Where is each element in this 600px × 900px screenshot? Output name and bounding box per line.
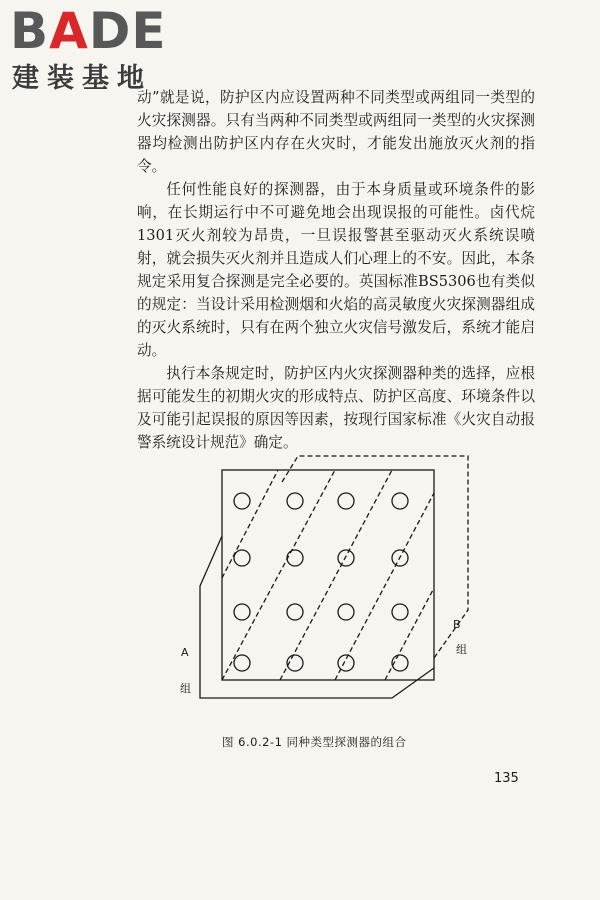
detector	[338, 493, 354, 509]
logo	[10, 4, 185, 96]
group-b-wiring	[222, 470, 434, 680]
detector	[338, 550, 354, 566]
group-a-group-label: 组	[180, 682, 191, 695]
group-b-group-label: 组	[456, 643, 467, 656]
detector-layout-figure	[170, 448, 490, 708]
detector	[234, 550, 250, 566]
logo-wordmark: BADE	[10, 2, 167, 60]
group-b-boundary	[282, 456, 468, 658]
detector	[338, 655, 354, 671]
page-number: 135	[494, 771, 519, 786]
figure-caption: 图 6.0.2-1 同种类型探测器的组合	[222, 735, 407, 749]
group-a-label: A	[181, 646, 189, 659]
detector-diagram	[170, 448, 490, 708]
detector	[234, 604, 250, 620]
paragraph: 动”就是说，防护区内应设置两种不同类型或两组同一类型的火灾探测器。只有当两种不同类型或两组同一类型的火灾探测器均检测出防护区内存在火灾时，才能发出施放灭火剂的指令。	[137, 89, 535, 175]
body-text	[137, 86, 535, 454]
detector	[338, 604, 354, 620]
detector	[234, 655, 250, 671]
detector	[392, 604, 408, 620]
detector	[234, 493, 250, 509]
logo-accent-letter: A	[49, 2, 89, 60]
detector-grid	[234, 493, 408, 671]
detector	[287, 550, 303, 566]
group-b-label: B	[453, 618, 461, 631]
detector	[392, 493, 408, 509]
paragraph: 任何性能良好的探测器，由于本身质量或环境条件的影响，在长期运行中不可避免地会出现误报的可能性。卤代烷1301灭火剂较为昂贵，一旦误报警甚至驱动灭火系统误喷射，就会损失灭火剂并且造成人们心理上的不安。因此，本条规定采用复合探测是完全必要的。英国标准BS5306也有类似的规定：当设计采用检测烟和火焰的高灵敏度火灾探测器组成的灭火系统时，只有在两个独立火灾信号激发后，系统才能启动。	[137, 181, 535, 359]
logo-subtitle: 建装基地	[12, 63, 152, 94]
paragraph: 执行本条规定时，防护区内火灾探测器种类的选择，应根据可能发生的初期火灾的形成特点、防护区高度、环境条件以及可能引起误报的原因等因素，按现行国家标准《火灾自动报警系统设计规范》确定。	[137, 365, 535, 451]
detector	[287, 604, 303, 620]
detector	[287, 493, 303, 509]
